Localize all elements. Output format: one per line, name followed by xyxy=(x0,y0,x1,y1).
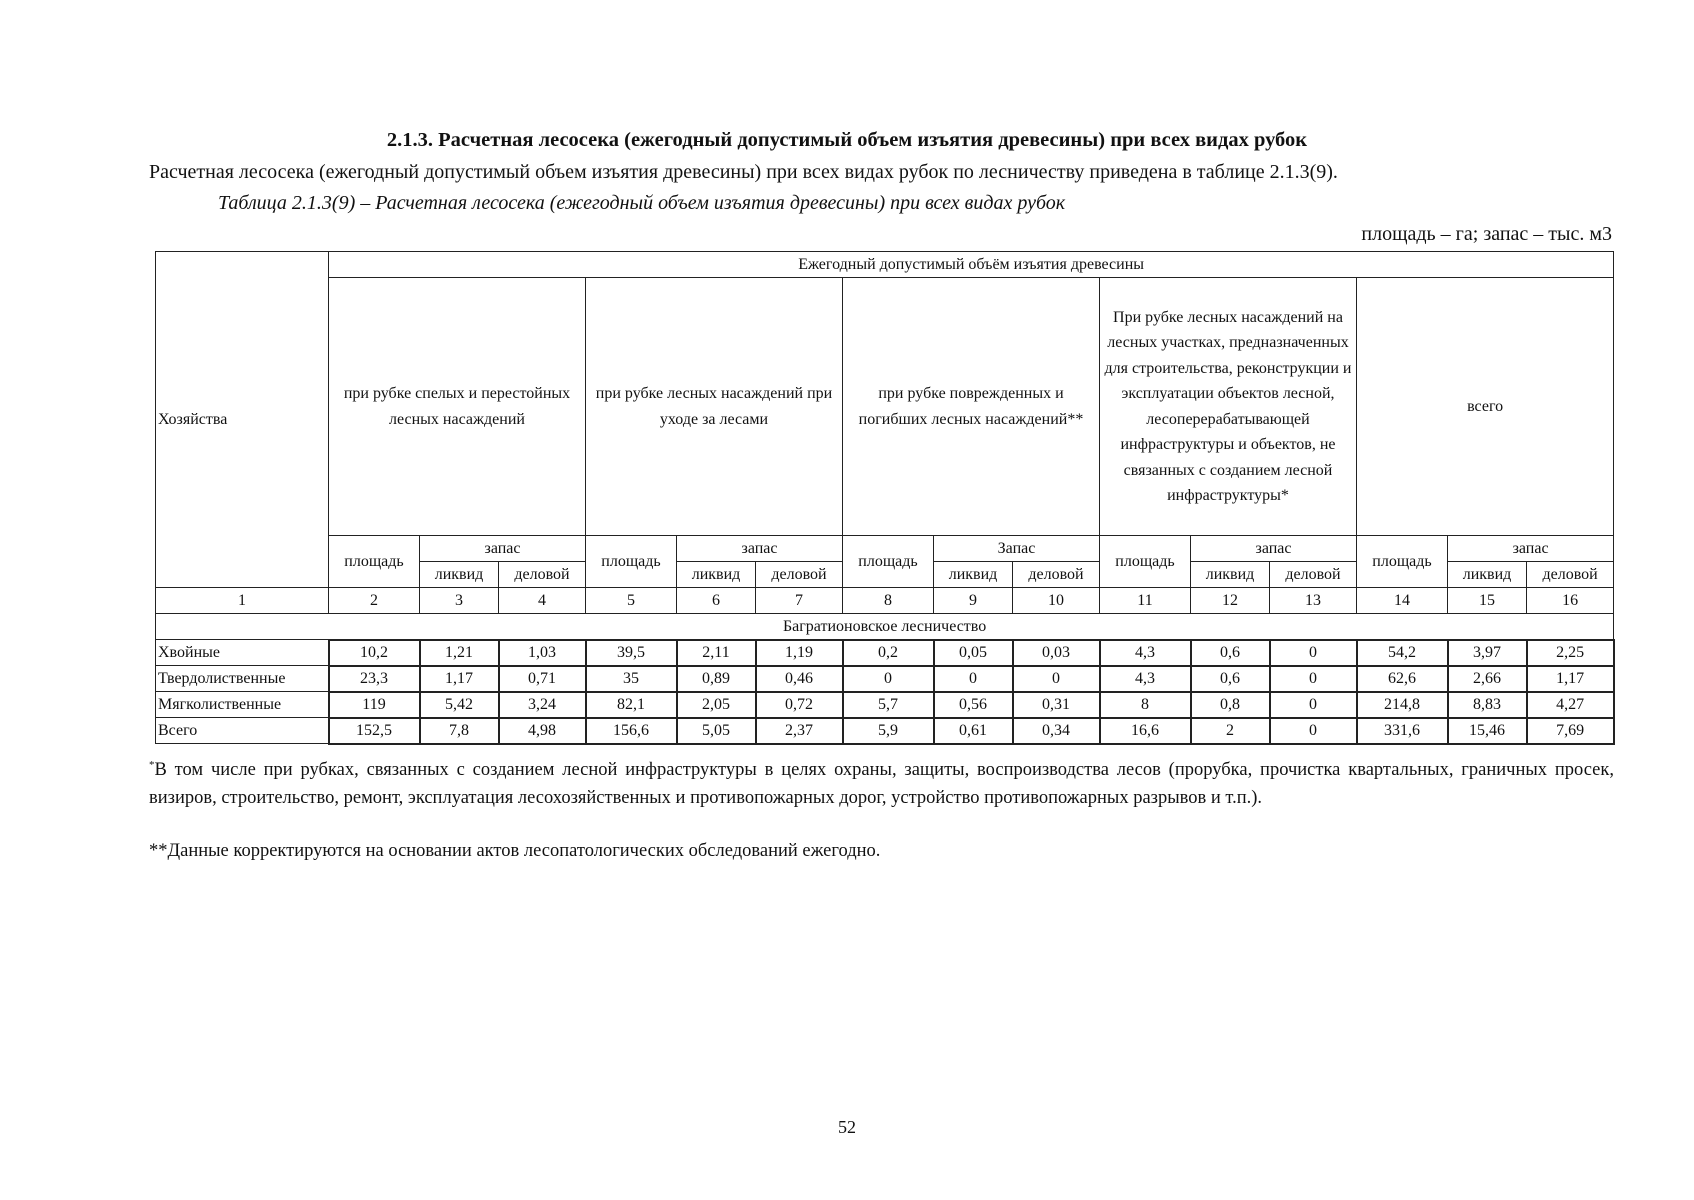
table-cell: 8 xyxy=(1100,692,1191,718)
table-cell: 2,66 xyxy=(1448,666,1527,692)
column-number: 14 xyxy=(1357,588,1448,614)
column-number-row xyxy=(156,588,1614,614)
table-cell: 3,24 xyxy=(499,692,586,718)
header-liquid: ликвид xyxy=(1448,562,1527,588)
table-caption: Таблица 2.1.3(9) – Расчетная лесосека (ежегодный объем изъятия древесины) при всех видах рубок xyxy=(218,192,1066,214)
table-cell: 2 xyxy=(1191,718,1270,744)
header-business: деловой xyxy=(756,562,843,588)
header-area: площадь xyxy=(1100,536,1191,588)
table-cell: 331,6 xyxy=(1357,718,1448,744)
table-cell: 2,37 xyxy=(756,718,843,744)
section-row-forestry: Багратионовское лесничество xyxy=(156,614,1614,640)
table-cell: 54,2 xyxy=(1357,640,1448,666)
table-row xyxy=(156,640,1614,666)
column-number: 6 xyxy=(677,588,756,614)
table-cell: 7,69 xyxy=(1527,718,1614,744)
header-group-total: всего xyxy=(1357,278,1614,536)
table-cell: 5,05 xyxy=(677,718,756,744)
header-business: деловой xyxy=(499,562,586,588)
table-row xyxy=(156,666,1614,692)
table-cell: 0 xyxy=(1270,666,1357,692)
table-cell: 0,89 xyxy=(677,666,756,692)
table-cell: 0,31 xyxy=(1013,692,1100,718)
table-cell: 62,6 xyxy=(1357,666,1448,692)
table-cell: 0,46 xyxy=(756,666,843,692)
header-liquid: ликвид xyxy=(420,562,499,588)
header-area: площадь xyxy=(1357,536,1448,588)
table-cell: 2,05 xyxy=(677,692,756,718)
table-cell: 214,8 xyxy=(1357,692,1448,718)
table-cell: 16,6 xyxy=(1100,718,1191,744)
table-cell: 0,34 xyxy=(1013,718,1100,744)
column-number: 15 xyxy=(1448,588,1527,614)
footnote-data-correction: **Данные корректируются на основании актов лесопатологических обследований ежегодно. xyxy=(149,841,881,861)
column-number: 10 xyxy=(1013,588,1100,614)
table-cell: 8,83 xyxy=(1448,692,1527,718)
column-number: 13 xyxy=(1270,588,1357,614)
row-label: Твердолиственные xyxy=(156,666,329,692)
table-cell: 4,27 xyxy=(1527,692,1614,718)
column-number: 16 xyxy=(1527,588,1614,614)
header-liquid: ликвид xyxy=(1191,562,1270,588)
row-label: Всего xyxy=(156,718,329,744)
header-stock: запас xyxy=(1448,536,1614,562)
column-number: 4 xyxy=(499,588,586,614)
table-cell: 5,7 xyxy=(843,692,934,718)
column-number: 11 xyxy=(1100,588,1191,614)
table-cell: 82,1 xyxy=(586,692,677,718)
intro-paragraph: Расчетная лесосека (ежегодный допустимый объем изъятия древесины) при всех видах рубок по лесничеству приведена в таблице 2.1.3(9). xyxy=(149,161,1338,183)
table-cell: 1,17 xyxy=(420,666,499,692)
table-cell: 2,11 xyxy=(677,640,756,666)
header-annual-volume: Ежегодный допустимый объём изъятия древесины xyxy=(329,252,1614,278)
header-group-care: при рубке лесных насаждений при уходе за лесами xyxy=(586,278,843,536)
table-cell: 0,72 xyxy=(756,692,843,718)
table-cell: 0,2 xyxy=(843,640,934,666)
column-number: 12 xyxy=(1191,588,1270,614)
table-cell: 0,71 xyxy=(499,666,586,692)
header-area: площадь xyxy=(586,536,677,588)
table-cell: 4,3 xyxy=(1100,640,1191,666)
table-row xyxy=(156,692,1614,718)
header-area: площадь xyxy=(329,536,420,588)
column-number: 5 xyxy=(586,588,677,614)
table-cell: 3,97 xyxy=(1448,640,1527,666)
header-stock: Запас xyxy=(934,536,1100,562)
table-cell: 0,61 xyxy=(934,718,1013,744)
section-heading: 2.1.3. Расчетная лесосека (ежегодный допустимый объем изъятия древесины) при всех видах рубок xyxy=(386,129,1308,151)
header-stock: запас xyxy=(420,536,586,562)
table-cell: 0 xyxy=(843,666,934,692)
table-cell: 0,6 xyxy=(1191,666,1270,692)
table-cell: 7,8 xyxy=(420,718,499,744)
column-number: 2 xyxy=(329,588,420,614)
column-number: 3 xyxy=(420,588,499,614)
header-liquid: ликвид xyxy=(934,562,1013,588)
table-cell: 4,3 xyxy=(1100,666,1191,692)
table-cell: 156,6 xyxy=(586,718,677,744)
table-cell: 4,98 xyxy=(499,718,586,744)
table-cell: 0,6 xyxy=(1191,640,1270,666)
table-cell: 0,56 xyxy=(934,692,1013,718)
header-group-infrastructure: При рубке лесных насаждений на лесных участках, предназначенных для строительства, реконструкции и эксплуатации объектов лесной, лесоперерабатывающей инфраструктуры и объектов, не связанных с созданием лесной инфраструктуры* xyxy=(1100,278,1357,536)
units-note: площадь – га; запас – тыс. м3 xyxy=(1361,223,1612,245)
table-cell: 119 xyxy=(329,692,420,718)
harvest-table xyxy=(155,251,1615,745)
table-cell: 5,42 xyxy=(420,692,499,718)
header-stock: запас xyxy=(1191,536,1357,562)
table-cell: 0,05 xyxy=(934,640,1013,666)
column-number: 9 xyxy=(934,588,1013,614)
table-cell: 0 xyxy=(1270,640,1357,666)
row-label: Мягколиственные xyxy=(156,692,329,718)
header-business: деловой xyxy=(1527,562,1614,588)
table-cell: 1,21 xyxy=(420,640,499,666)
table-cell: 15,46 xyxy=(1448,718,1527,744)
table-cell: 5,9 xyxy=(843,718,934,744)
header-area: площадь xyxy=(843,536,934,588)
header-business: деловой xyxy=(1270,562,1357,588)
table-cell: 39,5 xyxy=(586,640,677,666)
table-cell: 1,03 xyxy=(499,640,586,666)
footnote-text: В том числе при рубках, связанных с созданием лесной инфраструктуры в целях охраны, защиты, воспроизводства лесов (прорубка, прочистка квартальных, граничных просек, визиров, строительство, ремонт, эксплуатация лесохозяйственных и противопожарных дорог, устройство противопожарных разрывов и т.п.). xyxy=(149,760,1614,808)
header-stock: запас xyxy=(677,536,843,562)
table-cell: 0 xyxy=(1270,718,1357,744)
table-cell: 2,25 xyxy=(1527,640,1614,666)
column-number: 1 xyxy=(156,588,329,614)
table-cell: 23,3 xyxy=(329,666,420,692)
column-number: 7 xyxy=(756,588,843,614)
table-cell: 10,2 xyxy=(329,640,420,666)
page-number: 52 xyxy=(838,1117,856,1137)
header-farms: Хозяйства xyxy=(156,252,329,588)
table-cell: 35 xyxy=(586,666,677,692)
table-cell: 1,19 xyxy=(756,640,843,666)
header-liquid: ликвид xyxy=(677,562,756,588)
footnote-mark: * xyxy=(149,759,155,771)
row-label: Хвойные xyxy=(156,640,329,666)
table-cell: 0 xyxy=(1013,666,1100,692)
footnote-infrastructure xyxy=(149,751,1614,812)
table-cell: 0 xyxy=(1270,692,1357,718)
header-group-mature: при рубке спелых и перестойных лесных насаждений xyxy=(329,278,586,536)
table-cell: 1,17 xyxy=(1527,666,1614,692)
table-cell: 0,8 xyxy=(1191,692,1270,718)
table-cell: 0,03 xyxy=(1013,640,1100,666)
header-group-damaged: при рубке поврежденных и погибших лесных насаждений** xyxy=(843,278,1100,536)
table-cell: 152,5 xyxy=(329,718,420,744)
table-row-total xyxy=(156,718,1614,744)
table-cell: 0 xyxy=(934,666,1013,692)
column-number: 8 xyxy=(843,588,934,614)
header-business: деловой xyxy=(1013,562,1100,588)
